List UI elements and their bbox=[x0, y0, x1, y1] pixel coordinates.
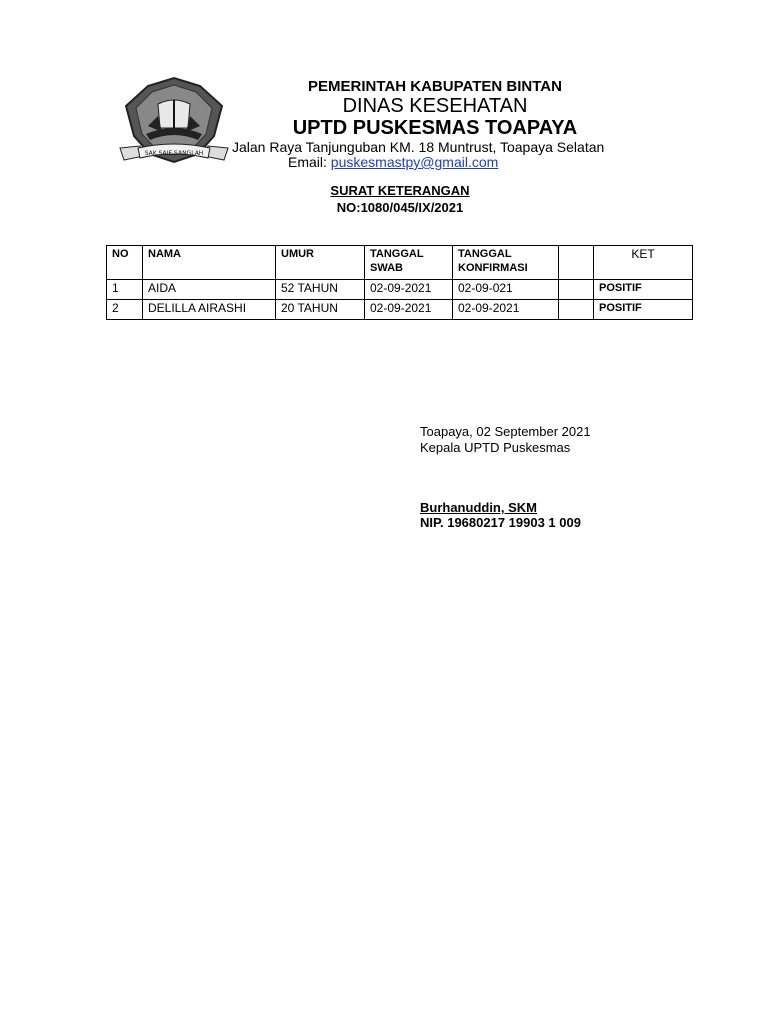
cell-ket: POSITIF bbox=[594, 280, 693, 300]
col-header-umur: UMUR bbox=[276, 246, 365, 280]
email-link[interactable]: puskesmastpy@gmail.com bbox=[330, 154, 499, 170]
col-header-ket: KET bbox=[594, 246, 693, 280]
svg-text:SAK SAIE SANGLAH: SAK SAIE SANGLAH bbox=[144, 150, 204, 157]
col-header-tanggal-konfirmasi: TANGGAL KONFIRMASI bbox=[453, 246, 559, 280]
table-header-row bbox=[107, 246, 693, 280]
signature-position: Kepala UPTD Puskesmas bbox=[420, 440, 571, 455]
cell-no: 2 bbox=[107, 300, 143, 320]
table-row bbox=[107, 300, 693, 320]
cell-nama: AIDA bbox=[143, 280, 276, 300]
patient-table bbox=[106, 245, 693, 320]
col-header-nama: NAMA bbox=[143, 246, 276, 280]
col-header-no: NO bbox=[107, 246, 143, 280]
col-header-blank bbox=[559, 246, 594, 280]
cell-tanggal-konfirmasi: 02-09-2021 bbox=[453, 300, 559, 320]
signature-nip: NIP. 19680217 19903 1 009 bbox=[420, 515, 581, 530]
header-office: UPTD PUSKESMAS TOAPAYA bbox=[292, 117, 578, 139]
cell-tanggal-swab: 02-09-2021 bbox=[365, 300, 453, 320]
document-title: SURAT KETERANGAN bbox=[330, 183, 470, 198]
email-label: Email: bbox=[288, 154, 331, 170]
document-number: NO:1080/045/IX/2021 bbox=[336, 200, 464, 215]
header-address: Jalan Raya Tanjunguban KM. 18 Muntrust, Toapaya Selatan bbox=[232, 139, 605, 155]
cell-no: 1 bbox=[107, 280, 143, 300]
cell-tanggal-konfirmasi: 02-09-021 bbox=[453, 280, 559, 300]
cell-umur: 52 TAHUN bbox=[276, 280, 365, 300]
cell-blank bbox=[559, 300, 594, 320]
table-row bbox=[107, 280, 693, 300]
cell-tanggal-swab: 02-09-2021 bbox=[365, 280, 453, 300]
signature-name: Burhanuddin, SKM bbox=[420, 500, 537, 515]
header-department: DINAS KESEHATAN bbox=[342, 95, 528, 117]
cell-nama: DELILLA AIRASHI bbox=[143, 300, 276, 320]
cell-blank bbox=[559, 280, 594, 300]
signature-place-date: Toapaya, 02 September 2021 bbox=[420, 424, 591, 439]
col-header-tanggal-swab: TANGGAL SWAB bbox=[365, 246, 453, 280]
header-email-line bbox=[288, 154, 498, 171]
cell-ket: POSITIF bbox=[594, 300, 693, 320]
header-government: PEMERINTAH KABUPATEN BINTAN bbox=[308, 78, 562, 95]
cell-umur: 20 TAHUN bbox=[276, 300, 365, 320]
bintan-regency-emblem-icon bbox=[118, 76, 230, 172]
